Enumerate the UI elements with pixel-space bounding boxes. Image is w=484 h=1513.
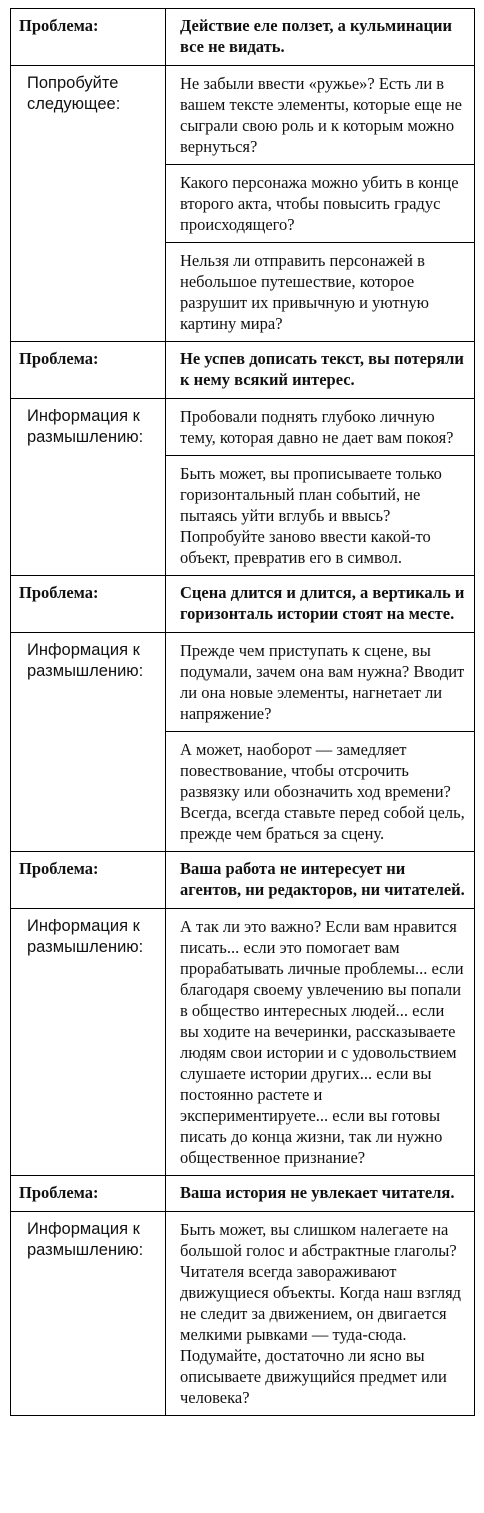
- problem-text: Не успев дописать текст, вы потеряли к нему всякий интерес.: [166, 342, 475, 399]
- problems-table: [10, 8, 475, 1416]
- problem-row: [11, 1176, 475, 1212]
- problem-label: Проблема:: [11, 342, 166, 399]
- advice-cell: [166, 1212, 475, 1416]
- advice-row: [11, 909, 475, 1176]
- problem-text: Сцена длится и длится, а вертикаль и горизонталь истории стоят на месте.: [166, 576, 475, 633]
- problem-row: [11, 852, 475, 909]
- advice-paragraph: А может, наоборот — замедляет повествование, чтобы отсрочить развязку или обозначить ход времени? Всегда, всегда ставьте перед собой цель, прежде чем браться за сцену.: [166, 731, 474, 851]
- advice-label: Информация к размышлению:: [11, 1212, 166, 1416]
- advice-paragraph: Какого персонажа можно убить в конце второго акта, чтобы повысить градус происходящего?: [166, 164, 474, 242]
- advice-cell: [166, 66, 475, 342]
- problem-label: Проблема:: [11, 1176, 166, 1212]
- advice-cell: [166, 399, 475, 576]
- advice-paragraph: Быть может, вы прописываете только горизонтальный план событий, не пытаясь уйти вглубь и ввысь? Попробуйте заново ввести какой-то объект, превратив его в символ.: [166, 455, 474, 575]
- advice-paragraph: Пробовали поднять глубоко личную тему, которая давно не дает вам покоя?: [180, 407, 454, 447]
- advice-label: Информация к размышлению:: [11, 633, 166, 852]
- advice-cell: [166, 909, 475, 1176]
- problem-row: [11, 9, 475, 66]
- advice-row: [11, 66, 475, 342]
- problems-table-body: [11, 9, 475, 1416]
- advice-paragraph: Прежде чем приступать к сцене, вы подумали, зачем она вам нужна? Вводит ли она новые элементы, нагнетает ли напряжение?: [180, 641, 465, 723]
- advice-paragraph: Нельзя ли отправить персонажей в небольшое путешествие, которое разрушит их привычную и уютную картину мира?: [166, 242, 474, 341]
- advice-paragraph: Быть может, вы слишком налегаете на большой голос и абстрактные глаголы? Читателя всегда завораживают движущиеся объекты. Когда наш взгляд не следит за движением, он двигается мелкими рывками — туда-сюда. Подумайте, достаточно ли ясно вы описываете движущийся предмет или человека?: [180, 1220, 462, 1407]
- advice-cell: [166, 633, 475, 852]
- advice-label: Попробуйте следующее:: [11, 66, 166, 342]
- problem-row: [11, 576, 475, 633]
- advice-label: Информация к размышлению:: [11, 399, 166, 576]
- problem-text: Ваша история не увлекает читателя.: [166, 1176, 475, 1212]
- problem-row: [11, 342, 475, 399]
- advice-paragraph: Не забыли ввести «ружье»? Есть ли в вашем тексте элементы, которые еще не сыграли свою роль и к которым можно вернуться?: [180, 74, 462, 156]
- problem-text: Действие еле ползет, а кульминации все не видать.: [166, 9, 475, 66]
- problem-text: Ваша работа не интересует ни агентов, ни редакторов, ни читателей.: [166, 852, 475, 909]
- advice-row: [11, 1212, 475, 1416]
- advice-paragraph: А так ли это важно? Если вам нравится писать... если это помогает вам прорабатывать личные проблемы... если благодаря своему увлечению вы попали в общество интересных людей... если вы ходите на вечеринки, рассказываете людям свои истории и с удовольствием слушаете истории других... если вы постоянно растете и экспериментируете... если вы готовы писать до конца жизни, так ли нужно общественное признание?: [180, 917, 464, 1167]
- document-page: [10, 8, 474, 1416]
- problem-label: Проблема:: [11, 9, 166, 66]
- problem-label: Проблема:: [11, 852, 166, 909]
- problem-label: Проблема:: [11, 576, 166, 633]
- advice-label: Информация к размышлению:: [11, 909, 166, 1176]
- advice-row: [11, 399, 475, 576]
- advice-row: [11, 633, 475, 852]
